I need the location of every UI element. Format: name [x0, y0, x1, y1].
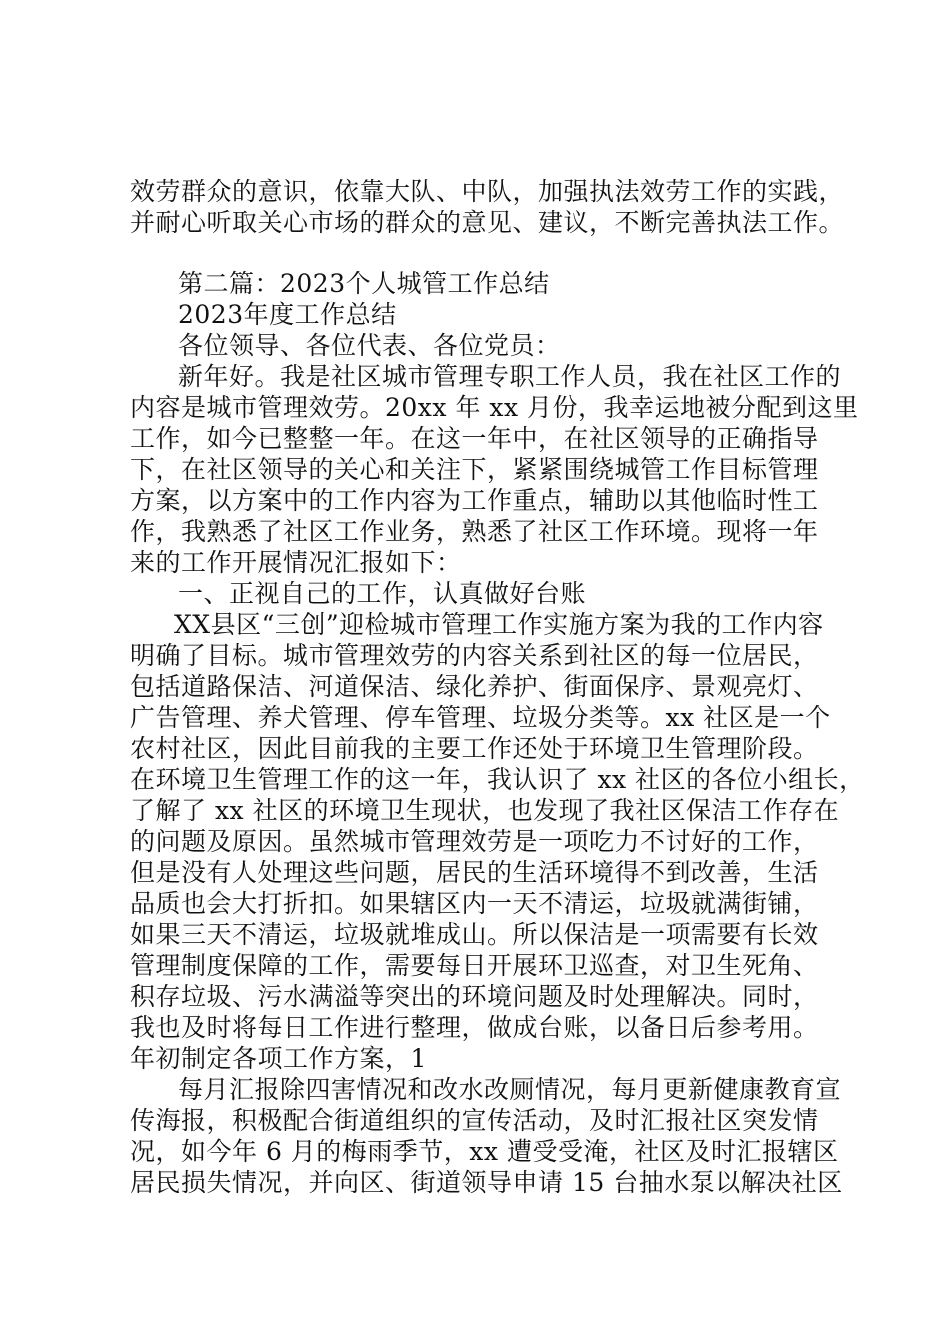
- text-line: 广告管理、养犬管理、停车管理、垃圾分类等。xx 社区是一个: [130, 703, 831, 732]
- text-line: 来的工作开展情况汇报如下：: [130, 548, 462, 577]
- heading-title: 第二篇：2023个人城管工作总结: [178, 269, 550, 298]
- text-line: 年初制定各项工作方案，1: [130, 1044, 427, 1073]
- text-line: 作，我熟悉了社区工作业务，熟悉了社区工作环境。现将一年: [130, 517, 819, 546]
- text-line: 内容是城市管理效劳。20xx 年 xx 月份，我幸运地被分配到这里: [130, 393, 859, 422]
- main-content: [130, 268, 865, 1198]
- text-line: 积存垃圾、污水满溢等突出的环境问题及时处理解决。同时，: [130, 982, 819, 1011]
- salutation: 各位领导、各位代表、各位党员：: [178, 331, 561, 360]
- text-line: 如果三天不清运，垃圾就堆成山。所以保洁是一项需要有长效: [130, 920, 819, 949]
- section-heading: 一、正视自己的工作，认真做好台账: [178, 579, 587, 608]
- text-line: 了解了 xx 社区的环境卫生现状，也发现了我社区保洁工作存在: [130, 796, 840, 825]
- text-line: 并耐心听取关心市场的群众的意见、建议，不断完善执法工作。: [130, 208, 845, 237]
- text-line: 况，如今年 6 月的梅雨季节，xx 遭受受淹，社区及时汇报辖区: [130, 1137, 839, 1166]
- text-line: 包括道路保洁、河道保洁、绿化养护、街面保序、景观亮灯、: [130, 672, 819, 701]
- text-line: 方案，以方案中的工作内容为工作重点，辅助以其他临时性工: [130, 486, 819, 515]
- text-line: 我也及时将每日工作进行整理，做成台账，以备日后参考用。: [130, 1013, 819, 1042]
- text-line: 在环境卫生管理工作的这一年，我认识了 xx 社区的各位小组长，: [130, 765, 865, 794]
- text-line: 品质也会大打折扣。如果辖区内一天不清运，垃圾就满街铺，: [130, 889, 819, 918]
- text-line: 管理制度保障的工作，需要每日开展环卫巡查，对卫生死角、: [130, 951, 819, 980]
- text-line: 居民损失情况，并向区、街道领导申请 15 台抽水泵以解决社区: [130, 1168, 843, 1197]
- text-line: 但是没有人处理这些问题，居民的生活环境得不到改善，生活: [130, 858, 819, 887]
- heading-subtitle: 2023年度工作总结: [178, 300, 397, 329]
- text-line: 明确了目标。城市管理效劳的内容关系到社区的每一位居民，: [130, 641, 819, 670]
- text-line: 新年好。我是社区城市管理专职工作人员，我在社区工作的: [178, 362, 842, 391]
- text-line: 每月汇报除四害情况和改水改厕情况，每月更新健康教育宣: [178, 1075, 842, 1104]
- text-line: XX县区“三创”迎检城市管理工作实施方案为我的工作内容: [174, 610, 824, 639]
- text-line: 传海报，积极配合街道组织的宣传活动，及时汇报社区突发情: [130, 1106, 819, 1135]
- top-paragraph: [130, 176, 850, 238]
- text-line: 效劳群众的意识，依靠大队、中队，加强执法效劳工作的实践，: [130, 177, 845, 206]
- text-line: 工作，如今已整整一年。在这一年中，在社区领导的正确指导: [130, 424, 819, 453]
- text-line: 农村社区，因此目前我的主要工作还处于环境卫生管理阶段。: [130, 734, 819, 763]
- text-line: 的问题及原因。虽然城市管理效劳是一项吃力不讨好的工作，: [130, 827, 819, 856]
- text-line: 下，在社区领导的关心和关注下，紧紧围绕城管工作目标管理: [130, 455, 819, 484]
